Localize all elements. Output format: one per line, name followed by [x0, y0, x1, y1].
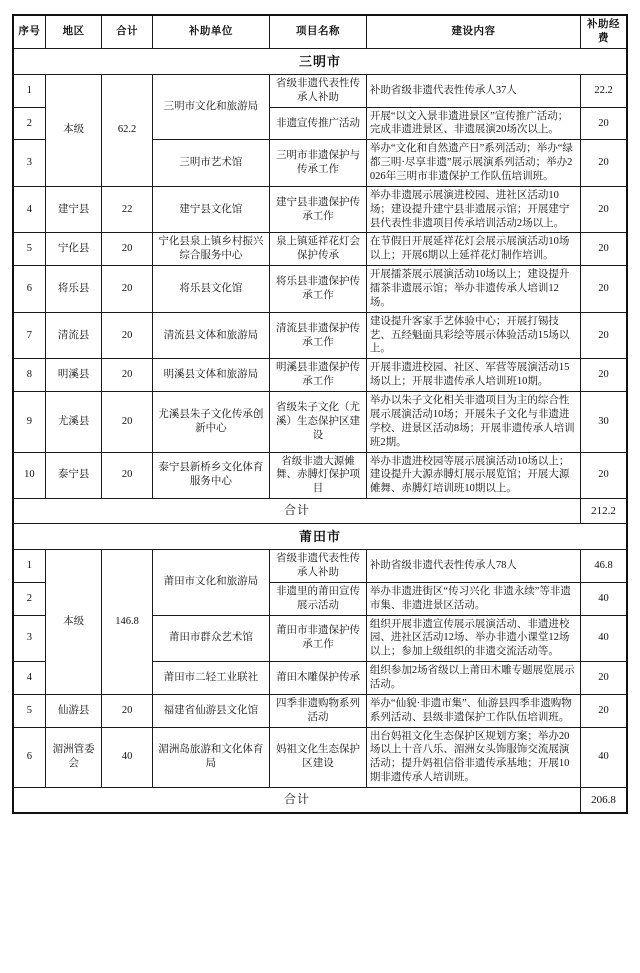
row-number: 1 — [13, 550, 45, 583]
table-row — [13, 233, 627, 266]
row-number: 3 — [13, 140, 45, 187]
table-row — [13, 727, 627, 787]
project-name: 三明市非遗保护与传承工作 — [269, 140, 366, 187]
region-total: 20 — [102, 266, 152, 313]
subsidy-unit: 尤溪县朱子文化传承创新中心 — [152, 392, 269, 452]
region-name: 清流县 — [45, 312, 102, 359]
city-section-row — [13, 48, 627, 74]
project-name: 建宁县非遗保护传承工作 — [269, 186, 366, 233]
row-number: 5 — [13, 694, 45, 727]
section-total-label: 合计 — [13, 787, 581, 812]
column-header-total: 合计 — [102, 15, 152, 48]
construction-content: 举办以朱子文化相关非遗项目为主的综合性展示展演活动10场；开展朱子文化与非遗进学校、进景区活动8场；开展非遗传承人培训班2期。 — [366, 392, 580, 452]
construction-content: 举办非遗展示展演进校园、进社区活动10场；建设提升建宁县非遗展示馆；开展建宁县代表性非遗项目传承培训活动2场以上。 — [366, 186, 580, 233]
project-name: 将乐县非遗保护传承工作 — [269, 266, 366, 313]
table-row — [13, 392, 627, 452]
subsidy-unit: 莆田市二轻工业联社 — [152, 662, 269, 695]
row-number: 5 — [13, 233, 45, 266]
construction-content: 开展“以文入景非遗进景区”宣传推广活动；完成非遗进景区、非遗展演20场次以上。 — [366, 107, 580, 140]
row-number: 2 — [13, 107, 45, 140]
subsidy-amount: 20 — [581, 662, 628, 695]
section-total-row — [13, 787, 627, 812]
construction-content: 开展非遗进校园、社区、军营等展演活动15场以上；开展非遗传承人培训班10期。 — [366, 359, 580, 392]
region-name: 本级 — [45, 550, 102, 695]
region-total: 20 — [102, 392, 152, 452]
subsidy-amount: 20 — [581, 359, 628, 392]
region-name: 建宁县 — [45, 186, 102, 233]
table-row — [13, 452, 627, 499]
project-name: 省级非遗代表性传承人补助 — [269, 74, 366, 107]
project-name: 泉上镇延祥花灯会保护传承 — [269, 233, 366, 266]
subsidy-amount: 20 — [581, 452, 628, 499]
construction-content: 举办“文化和自然遗产日”系列活动；举办“绿都三明·尽享非遗”展示展演系列活动；举办2026年三明市非遗保护工作队伍培训班。 — [366, 140, 580, 187]
region-total: 20 — [102, 359, 152, 392]
region-total: 146.8 — [102, 550, 152, 695]
subsidy-amount: 40 — [581, 615, 628, 662]
subsidy-unit: 明溪县文体和旅游局 — [152, 359, 269, 392]
construction-content: 补助省级非遗代表性传承人78人 — [366, 550, 580, 583]
row-number: 6 — [13, 266, 45, 313]
subsidy-amount: 40 — [581, 582, 628, 615]
subsidy-amount: 20 — [581, 694, 628, 727]
region-name: 尤溪县 — [45, 392, 102, 452]
project-name: 清流县非遗保护传承工作 — [269, 312, 366, 359]
region-total: 40 — [102, 727, 152, 787]
project-name: 妈祖文化生态保护区建设 — [269, 727, 366, 787]
region-name: 泰宁县 — [45, 452, 102, 499]
row-number: 10 — [13, 452, 45, 499]
table-body — [13, 48, 627, 813]
subsidy-amount: 20 — [581, 140, 628, 187]
construction-content: 组织开展非遗宣传展示展演活动、非遗进校园、进社区活动12场、举办非遗小课堂12场以上；参加上级组织的非遗交流活动等。 — [366, 615, 580, 662]
row-number: 1 — [13, 74, 45, 107]
subsidy-unit: 建宁县文化馆 — [152, 186, 269, 233]
region-total: 22 — [102, 186, 152, 233]
table-header — [13, 15, 627, 48]
column-header-proj: 项目名称 — [269, 15, 366, 48]
table-row — [13, 74, 627, 107]
subsidy-unit: 莆田市群众艺术馆 — [152, 615, 269, 662]
construction-content: 在节假日开展延祥花灯会展示展演活动10场以上；开展6期以上延祥花灯制作培训。 — [366, 233, 580, 266]
row-number: 7 — [13, 312, 45, 359]
column-header-desc: 建设内容 — [366, 15, 580, 48]
section-total-amount: 206.8 — [581, 787, 628, 812]
row-number: 6 — [13, 727, 45, 787]
row-number: 8 — [13, 359, 45, 392]
column-header-unit: 补助单位 — [152, 15, 269, 48]
table-row — [13, 312, 627, 359]
column-header-num: 序号 — [13, 15, 45, 48]
row-number: 4 — [13, 186, 45, 233]
subsidy-amount: 20 — [581, 107, 628, 140]
section-total-label: 合计 — [13, 499, 581, 524]
table-row — [13, 359, 627, 392]
subsidy-amount: 40 — [581, 727, 628, 787]
subsidy-unit: 宁化县泉上镇乡村振兴综合服务中心 — [152, 233, 269, 266]
project-name: 莆田市非遗保护传承工作 — [269, 615, 366, 662]
row-number: 4 — [13, 662, 45, 695]
subsidy-amount: 20 — [581, 312, 628, 359]
region-total: 20 — [102, 233, 152, 266]
section-total-amount: 212.2 — [581, 499, 628, 524]
project-name: 四季非遗购物系列活动 — [269, 694, 366, 727]
project-name: 省级朱子文化（尤溪）生态保护区建设 — [269, 392, 366, 452]
subsidy-unit: 湄洲岛旅游和文化体育局 — [152, 727, 269, 787]
column-header-fund: 补助经费 — [581, 15, 628, 48]
subsidy-unit: 三明市艺术馆 — [152, 140, 269, 187]
row-number: 9 — [13, 392, 45, 452]
table-row — [13, 266, 627, 313]
region-name: 本级 — [45, 74, 102, 186]
subsidy-amount: 20 — [581, 186, 628, 233]
region-name: 宁化县 — [45, 233, 102, 266]
project-name: 省级非遗代表性传承人补助 — [269, 550, 366, 583]
section-total-row — [13, 499, 627, 524]
budget-table — [12, 14, 628, 814]
subsidy-unit: 莆田市文化和旅游局 — [152, 550, 269, 615]
region-total: 20 — [102, 694, 152, 727]
region-total: 20 — [102, 452, 152, 499]
project-name: 非遗宣传推广活动 — [269, 107, 366, 140]
region-total: 62.2 — [102, 74, 152, 186]
construction-content: 举办非遗进校园等展示展演活动10场以上；建设提升大源赤膊灯展示展览馆；开展大源傩舞、赤膊灯培训班10期以上。 — [366, 452, 580, 499]
region-name: 明溪县 — [45, 359, 102, 392]
project-name: 非遗里的莆田宣传展示活动 — [269, 582, 366, 615]
subsidy-amount: 30 — [581, 392, 628, 452]
region-name: 仙游县 — [45, 694, 102, 727]
project-name: 莆田木雕保护传承 — [269, 662, 366, 695]
subsidy-amount: 20 — [581, 233, 628, 266]
subsidy-unit: 清流县文体和旅游局 — [152, 312, 269, 359]
table-row — [13, 694, 627, 727]
construction-content: 举办非遗进街区“传习兴化 非遗永续”等非遗市集、非遗进景区活动。 — [366, 582, 580, 615]
table-row — [13, 186, 627, 233]
region-name: 湄洲管委会 — [45, 727, 102, 787]
city-name: 莆田市 — [13, 523, 627, 549]
construction-content: 补助省级非遗代表性传承人37人 — [366, 74, 580, 107]
row-number: 3 — [13, 615, 45, 662]
construction-content: 举办“仙貌·非遗市集”、仙游县四季非遗购物系列活动、县级非遗保护工作队伍培训班。 — [366, 694, 580, 727]
construction-content: 组织参加2场省级以上莆田木雕专题展览展示活动。 — [366, 662, 580, 695]
construction-content: 出台妈祖文化生态保护区规划方案；举办20场以上十音八乐、湄洲女头饰服饰交流展演活动；提升妈祖信俗非遗传承基地；开展10期非遗传承人培训班。 — [366, 727, 580, 787]
subsidy-unit: 福建省仙游县文化馆 — [152, 694, 269, 727]
subsidy-unit: 泰宁县新桥乡文化体育服务中心 — [152, 452, 269, 499]
table-row — [13, 550, 627, 583]
region-total: 20 — [102, 312, 152, 359]
construction-content: 建设提升客家手艺体验中心；开展打锡技艺、五经魁面具彩绘等展示体验活动15场以上。 — [366, 312, 580, 359]
subsidy-unit: 将乐县文化馆 — [152, 266, 269, 313]
city-section-row — [13, 523, 627, 549]
construction-content: 开展擂茶展示展演活动10场以上；建设提升擂茶非遗展示馆；举办非遗传承人培训12场。 — [366, 266, 580, 313]
subsidy-amount: 22.2 — [581, 74, 628, 107]
project-name: 明溪县非遗保护传承工作 — [269, 359, 366, 392]
header-row — [13, 15, 627, 48]
subsidy-unit: 三明市文化和旅游局 — [152, 74, 269, 139]
column-header-area: 地区 — [45, 15, 102, 48]
subsidy-amount: 20 — [581, 266, 628, 313]
subsidy-amount: 46.8 — [581, 550, 628, 583]
row-number: 2 — [13, 582, 45, 615]
project-name: 省级非遗大源傩舞、赤膊灯保护项目 — [269, 452, 366, 499]
city-name: 三明市 — [13, 48, 627, 74]
region-name: 将乐县 — [45, 266, 102, 313]
